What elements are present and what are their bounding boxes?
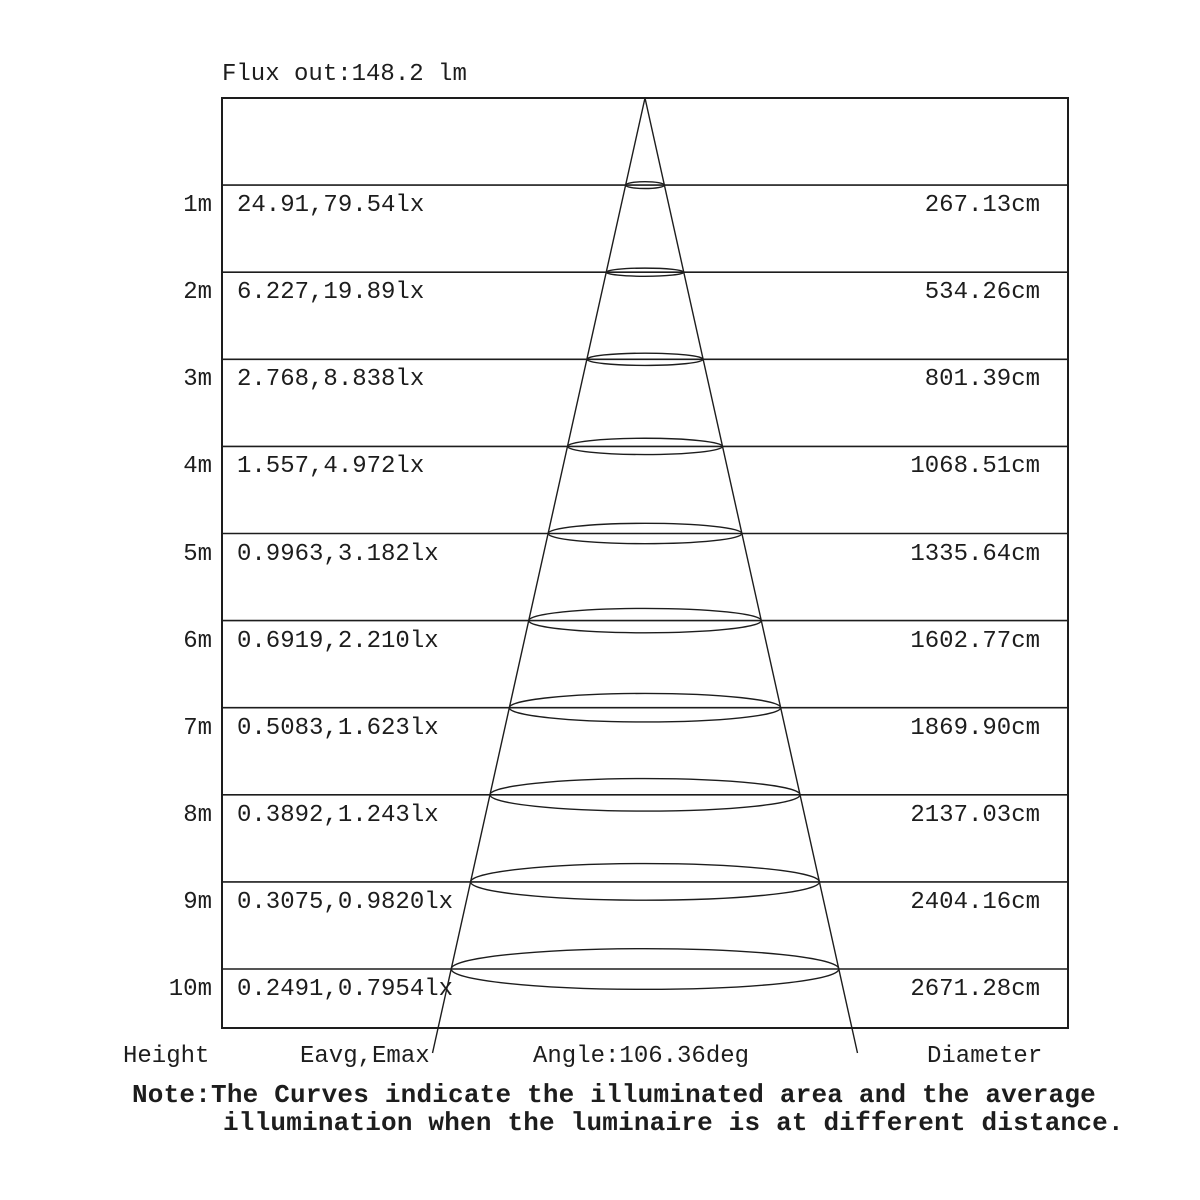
note-text-line1: Note:The Curves indicate the illuminated area and the average [132, 1080, 1096, 1110]
diameter-value: 1335.64cm [910, 541, 1040, 568]
diameter-value: 1602.77cm [910, 628, 1040, 655]
eavg-emax-axis-label: Eavg,Emax [300, 1043, 430, 1070]
diameter-axis-label: Diameter [927, 1043, 1043, 1070]
diameter-value: 801.39cm [924, 366, 1040, 393]
eavg-emax-value: 24.91,79.54lx [237, 192, 425, 219]
height-label: 4m [183, 453, 212, 480]
height-label: 10m [168, 976, 212, 1003]
height-label: 5m [183, 541, 212, 568]
diameter-value: 1068.51cm [910, 453, 1040, 480]
height-label: 1m [183, 192, 212, 219]
diameter-value: 2671.28cm [910, 976, 1040, 1003]
note-text-line2: illumination when the luminaire is at different distance. [223, 1108, 1124, 1138]
height-label: 2m [183, 279, 212, 306]
height-label: 6m [183, 628, 212, 655]
height-label: 7m [183, 715, 212, 742]
diameter-value: 534.26cm [924, 279, 1040, 306]
eavg-emax-value: 6.227,19.89lx [237, 279, 425, 306]
diameter-value: 2404.16cm [910, 889, 1040, 916]
eavg-emax-value: 2.768,8.838lx [237, 366, 425, 393]
eavg-emax-value: 0.6919,2.210lx [237, 628, 439, 655]
height-label: 8m [183, 802, 212, 829]
diameter-value: 2137.03cm [910, 802, 1040, 829]
cone-left-edge [433, 98, 645, 1053]
eavg-emax-value: 0.9963,3.182lx [237, 541, 439, 568]
eavg-emax-value: 0.3075,0.9820lx [237, 889, 454, 916]
diameter-value: 1869.90cm [910, 715, 1040, 742]
eavg-emax-value: 0.3892,1.243lx [237, 802, 439, 829]
height-label: 3m [183, 366, 212, 393]
beam-angle-label: Angle:106.36deg [533, 1043, 750, 1070]
height-label: 9m [183, 889, 212, 916]
height-axis-label: Height [123, 1043, 210, 1070]
eavg-emax-value: 0.5083,1.623lx [237, 715, 439, 742]
eavg-emax-value: 0.2491,0.7954lx [237, 976, 454, 1003]
diameter-value: 267.13cm [924, 192, 1040, 219]
eavg-emax-value: 1.557,4.972lx [237, 453, 425, 480]
flux-output-label: Flux out:148.2 lm [222, 61, 467, 88]
